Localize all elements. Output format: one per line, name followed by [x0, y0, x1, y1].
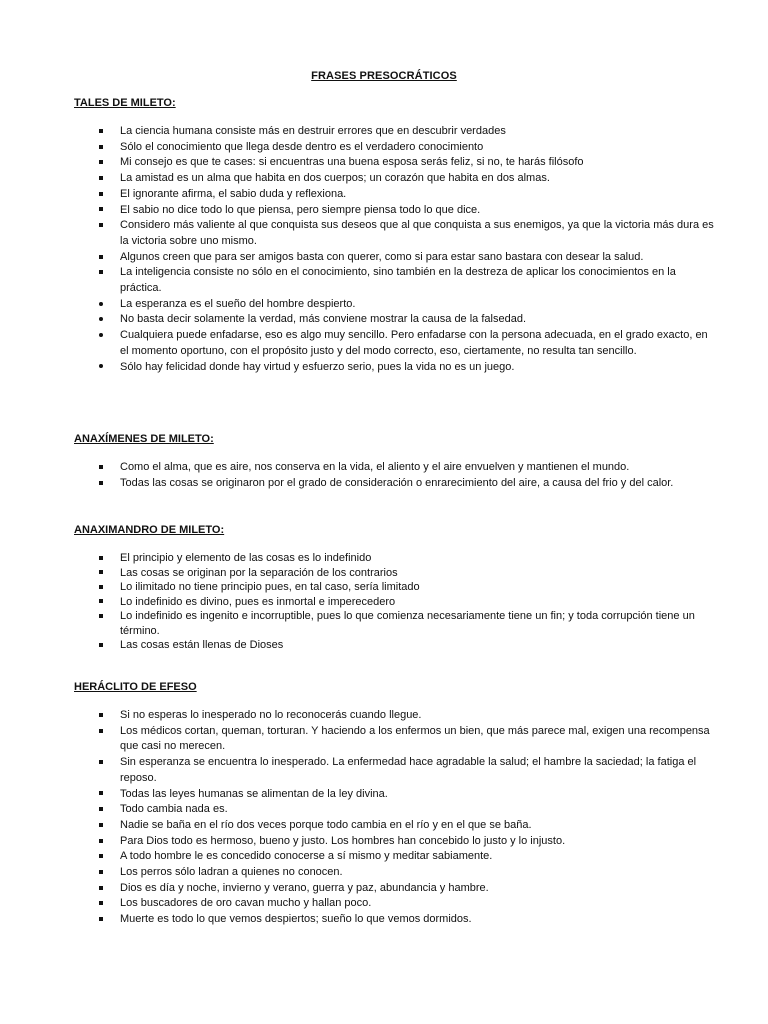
quote-text: Lo indefinido es divino, pues es inmortal e imperecedero — [120, 595, 396, 608]
quote-item — [74, 724, 714, 755]
quote-item — [74, 476, 714, 492]
quote-item — [74, 849, 714, 865]
quote-text: Nadie se baña en el río dos veces porque todo cambia en el río y en el que se baña. — [120, 818, 532, 831]
square-bullet-icon — [96, 849, 106, 865]
square-bullet-icon — [96, 708, 106, 724]
section-anaximandro — [74, 523, 714, 653]
square-bullet-icon — [96, 124, 106, 140]
quote-item — [74, 595, 714, 610]
square-bullet-icon — [96, 171, 106, 187]
quote-text: Considero más valiente al que conquista sus deseos que al que conquista a sus enemigos, ya que la victoria más dura es la victoria sobre uno mismo. — [120, 219, 714, 247]
square-bullet-icon — [96, 140, 106, 156]
square-bullet-icon — [96, 218, 106, 234]
quote-item — [74, 250, 714, 266]
quote-text: Los médicos cortan, queman, torturan. Y haciendo a los enfermos un bien, que más parece mal, exigen una recompensa que casi no merecen. — [120, 724, 710, 753]
quote-text: La esperanza es el sueño del hombre despierto. — [120, 297, 356, 310]
square-bullet-icon — [96, 460, 106, 476]
quote-text: El principio y elemento de las cosas es lo indefinido — [120, 552, 372, 564]
square-bullet-icon — [96, 834, 106, 850]
quote-text: Lo ilimitado no tiene principio pues, en tal caso, sería limitado — [120, 581, 420, 593]
quote-item — [74, 912, 714, 928]
quote-text: No basta decir solamente la verdad, más conviene mostrar la causa de la falsedad. — [120, 313, 526, 326]
square-bullet-icon — [96, 551, 106, 567]
square-bullet-icon — [96, 187, 106, 203]
square-bullet-icon — [96, 818, 106, 834]
quote-item — [74, 187, 714, 203]
square-bullet-icon — [96, 912, 106, 928]
quote-text: Muerte es todo lo que vemos despiertos; sueño lo que vemos dormidos. — [120, 913, 472, 926]
square-bullet-icon — [96, 802, 106, 818]
quote-text: Lo indefinido es ingenito e incorruptible, pues lo que comienza necesariamente tiene un fin; y toda corrupción tiene un término. — [120, 610, 695, 637]
quote-text: Para Dios todo es hermoso, bueno y justo. Los hombres han concebido lo justo y lo injusto. — [120, 834, 566, 847]
square-bullet-icon — [96, 476, 106, 492]
square-bullet-icon — [96, 787, 106, 803]
quote-item — [74, 265, 714, 296]
quote-item — [74, 297, 714, 313]
square-bullet-icon — [96, 724, 106, 740]
quote-item — [74, 609, 714, 638]
round-bullet-icon — [96, 360, 106, 376]
square-bullet-icon — [96, 155, 106, 171]
quote-text: A todo hombre le es concedido conocerse a sí mismo y meditar sabiamente. — [120, 850, 493, 863]
quote-text: El ignorante afirma, el sabio duda y reflexiona. — [120, 187, 347, 200]
quote-text: La ciencia humana consiste más en destruir errores que en descubrir verdades — [120, 125, 506, 137]
quote-text: Como el alma, que es aire, nos conserva en la vida, el aliento y el aire envuelven y mantienen el mundo. — [120, 461, 630, 473]
quote-list — [74, 551, 714, 653]
quote-item — [74, 203, 714, 219]
square-bullet-icon — [96, 203, 106, 219]
quote-text: Mi consejo es que te cases: si encuentras una buena esposa serás feliz, si no, te harás filósofo — [120, 156, 584, 169]
quote-item — [74, 360, 714, 376]
section-heading: TALES DE MILETO: — [74, 97, 176, 109]
square-bullet-icon — [96, 896, 106, 912]
quote-item — [74, 155, 714, 171]
section-anaximenes — [74, 432, 714, 491]
round-bullet-icon — [96, 328, 106, 344]
quote-text: El sabio no dice todo lo que piensa, pero siempre piensa todo lo que dice. — [120, 203, 481, 216]
quote-item — [74, 460, 714, 476]
square-bullet-icon — [96, 609, 106, 625]
section-heading: ANAXIMANDRO DE MILETO: — [74, 524, 225, 536]
quote-text: La inteligencia consiste no sólo en el conocimiento, sino también en la destreza de aplicar los conocimientos en la práctica. — [120, 266, 676, 295]
quote-item — [74, 566, 714, 581]
quote-item — [74, 551, 714, 566]
quote-item — [74, 124, 714, 140]
document-title: FRASES PRESOCRÁTICOS — [311, 70, 457, 82]
quote-text: Cualquiera puede enfadarse, eso es algo muy sencillo. Pero enfadarse con la persona adecuada, en el grado exacto, en el momento oportuno, con el propósito justo y del modo correcto, eso, ciertamente, no resulta tan sencillo. — [120, 329, 708, 357]
quote-text: Todas las cosas se originaron por el grado de consideración o enrarecimiento del aire, a causa del frio y del calor. — [120, 476, 674, 489]
quote-item — [74, 140, 714, 156]
round-bullet-icon — [96, 312, 106, 328]
quote-text: La amistad es un alma que habita en dos cuerpos; un corazón que habita en dos almas. — [120, 172, 550, 185]
quote-text: Todas las leyes humanas se alimentan de la ley divina. — [120, 787, 388, 800]
quote-text: Todo cambia nada es. — [120, 803, 228, 816]
section-tales — [74, 96, 714, 375]
quote-item — [74, 802, 714, 818]
quote-text: Sólo hay felicidad donde hay virtud y esfuerzo serio, pues la vida no es un juego. — [120, 360, 515, 373]
quote-text: Dios es día y noche, invierno y verano, guerra y paz, abundancia y hambre. — [120, 881, 489, 894]
square-bullet-icon — [96, 755, 106, 771]
square-bullet-icon — [96, 881, 106, 897]
square-bullet-icon — [96, 250, 106, 266]
section-heraclito — [74, 680, 714, 928]
quote-item — [74, 834, 714, 850]
section-heading: HERÁCLITO DE EFESO — [74, 681, 197, 693]
quote-item — [74, 881, 714, 897]
quote-text: Las cosas se originan por la separación de los contrarios — [120, 566, 398, 579]
quote-item — [74, 865, 714, 881]
quote-item — [74, 818, 714, 834]
square-bullet-icon — [96, 580, 106, 596]
square-bullet-icon — [96, 638, 106, 654]
square-bullet-icon — [96, 265, 106, 281]
quote-item — [74, 787, 714, 803]
quote-item — [74, 218, 714, 249]
square-bullet-icon — [96, 566, 106, 582]
quote-text: Si no esperas lo inesperado no lo reconocerás cuando llegue. — [120, 709, 422, 721]
quote-item — [74, 580, 714, 595]
quote-list — [74, 460, 714, 491]
quote-list — [74, 124, 714, 375]
quote-text: Sin esperanza se encuentra lo inesperado. La enfermedad hace agradable la salud; el hambre la saciedad; la fatiga el reposo. — [120, 756, 697, 784]
square-bullet-icon — [96, 595, 106, 611]
quote-item — [74, 312, 714, 328]
quote-list — [74, 708, 714, 928]
quote-text: Algunos creen que para ser amigos basta con querer, como si para estar sano bastara con desear la salud. — [120, 250, 644, 263]
quote-text: Los buscadores de oro cavan mucho y hallan poco. — [120, 897, 372, 910]
quote-item — [74, 638, 714, 653]
quote-item — [74, 896, 714, 912]
quote-item — [74, 708, 714, 724]
quote-text: Sólo el conocimiento que llega desde dentro es el verdadero conocimiento — [120, 140, 484, 153]
round-bullet-icon — [96, 297, 106, 313]
quote-text: Las cosas están llenas de Dioses — [120, 639, 284, 651]
square-bullet-icon — [96, 865, 106, 881]
quote-item — [74, 755, 714, 786]
section-heading: ANAXÍMENES DE MILETO: — [74, 433, 214, 445]
quote-item — [74, 171, 714, 187]
quote-item — [74, 328, 714, 359]
quote-text: Los perros sólo ladran a quienes no conocen. — [120, 866, 343, 879]
